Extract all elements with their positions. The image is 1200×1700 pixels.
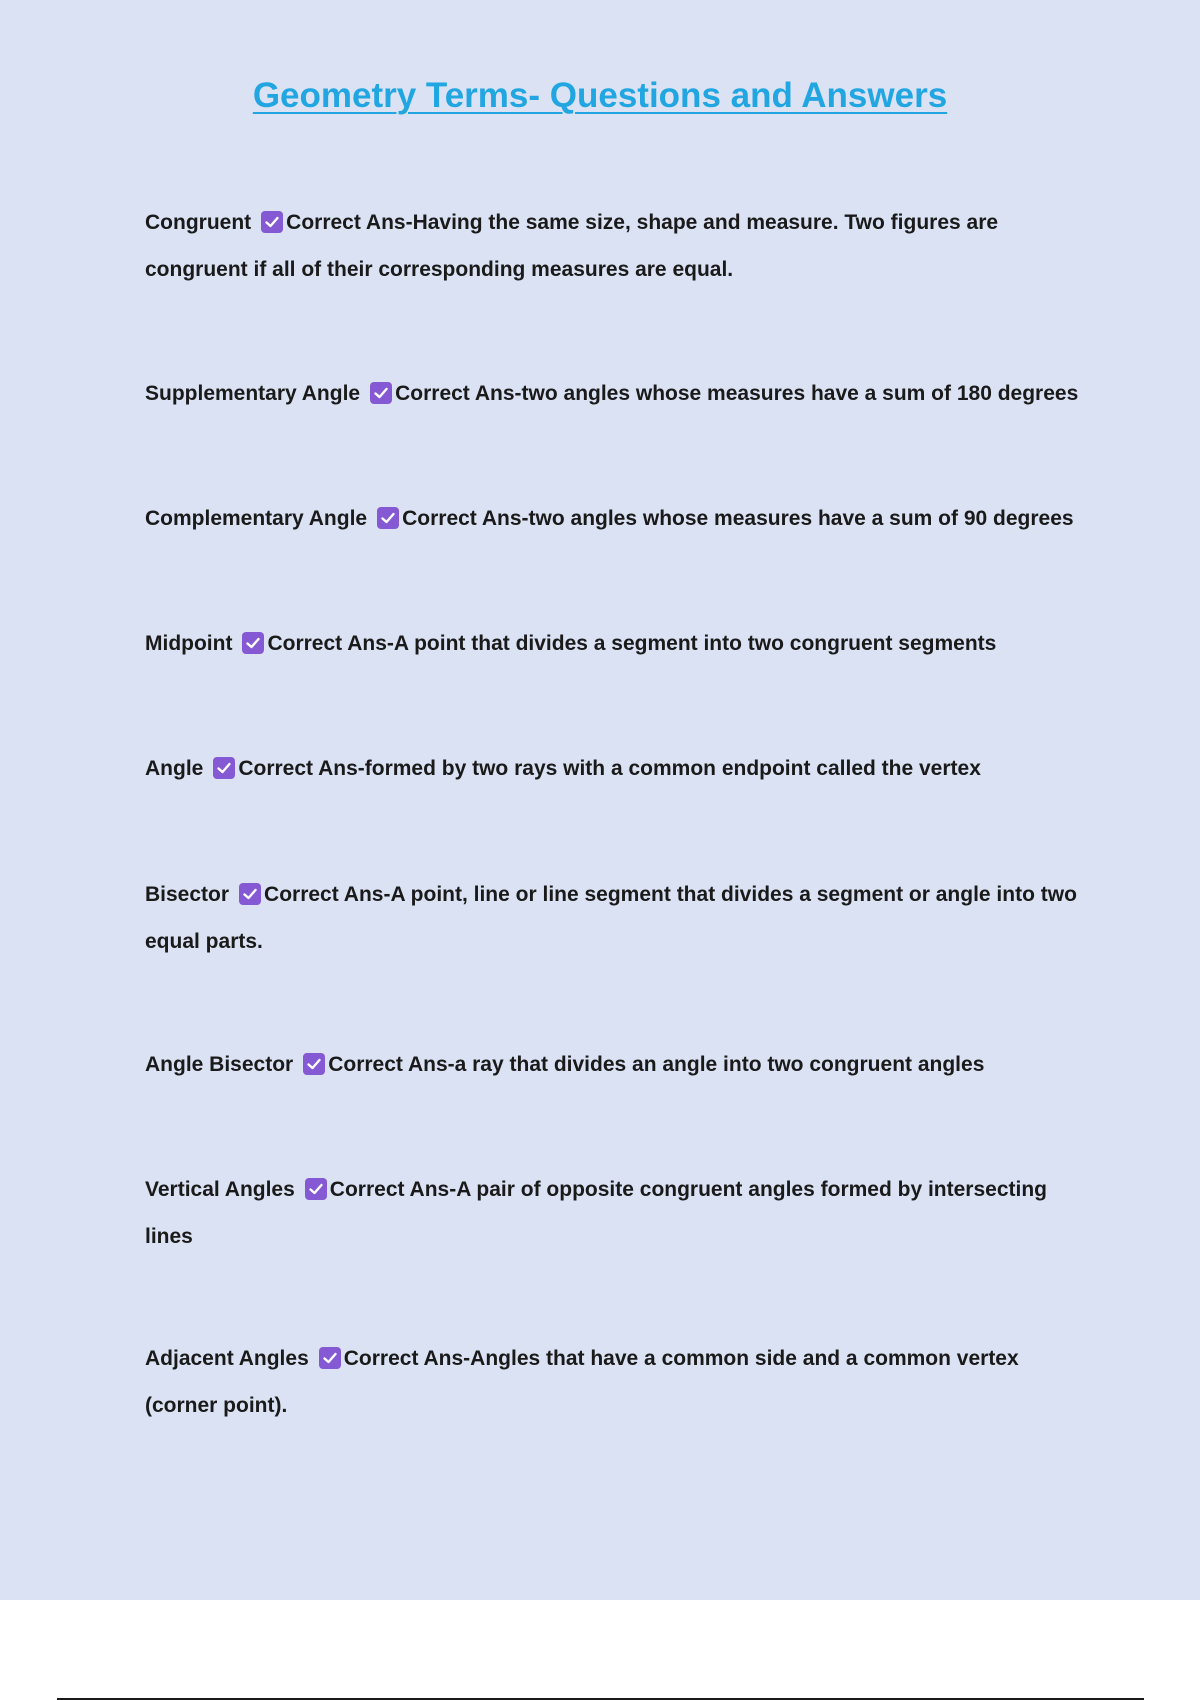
qa-term: Midpoint (145, 632, 233, 655)
qa-answer: Correct Ans-a ray that divides an angle into two congruent angles (328, 1053, 985, 1076)
qa-answer: Correct Ans-A point, line or line segment that divides a segment or angle into two equal parts. (145, 883, 1077, 953)
checkbox-checked-icon (213, 757, 235, 779)
qa-answer: Correct Ans-Having the same size, shape and measure. Two figures are congruent if all of their corresponding measures are equal. (145, 211, 999, 281)
qa-answer: Correct Ans-two angles whose measures have a sum of 90 degrees (402, 507, 1074, 530)
qa-term: Complementary Angle (145, 507, 368, 530)
qa-item (145, 1042, 1095, 1089)
checkbox-checked-icon (319, 1347, 341, 1369)
checkbox-checked-icon (242, 632, 264, 654)
qa-item (145, 1167, 1095, 1260)
checkbox-checked-icon (239, 883, 261, 905)
qa-term: Adjacent Angles (145, 1347, 309, 1370)
qa-answer: Correct Ans-two angles whose measures have a sum of 180 degrees (395, 382, 1079, 405)
qa-answer: Correct Ans-Angles that have a common side and a common vertex (corner point). (145, 1347, 1019, 1417)
qa-answer: Correct Ans-formed by two rays with a common endpoint called the vertex (238, 757, 981, 780)
qa-item (145, 746, 1095, 793)
checkbox-checked-icon (377, 507, 399, 529)
qa-term: Congruent (145, 211, 252, 234)
qa-term: Bisector (145, 883, 230, 906)
qa-term: Angle (145, 757, 204, 780)
qa-answer: Correct Ans-A point that divides a segment into two congruent segments (267, 632, 997, 655)
qa-term: Vertical Angles (145, 1178, 295, 1201)
checkbox-checked-icon (261, 211, 283, 233)
qa-item (145, 872, 1095, 965)
qa-item (145, 200, 1095, 293)
qa-answer: Correct Ans-A pair of opposite congruent angles formed by intersecting lines (145, 1178, 1047, 1248)
qa-term: Angle Bisector (145, 1053, 294, 1076)
checkbox-checked-icon (303, 1053, 325, 1075)
qa-item (145, 371, 1095, 418)
checkbox-checked-icon (370, 382, 392, 404)
checkbox-checked-icon (305, 1178, 327, 1200)
page-title-text: Geometry Terms- Questions and Answers (252, 76, 948, 115)
qa-term: Supplementary Angle (145, 382, 361, 405)
qa-item (145, 496, 1095, 543)
qa-item (145, 1336, 1095, 1429)
qa-item (145, 621, 1095, 668)
